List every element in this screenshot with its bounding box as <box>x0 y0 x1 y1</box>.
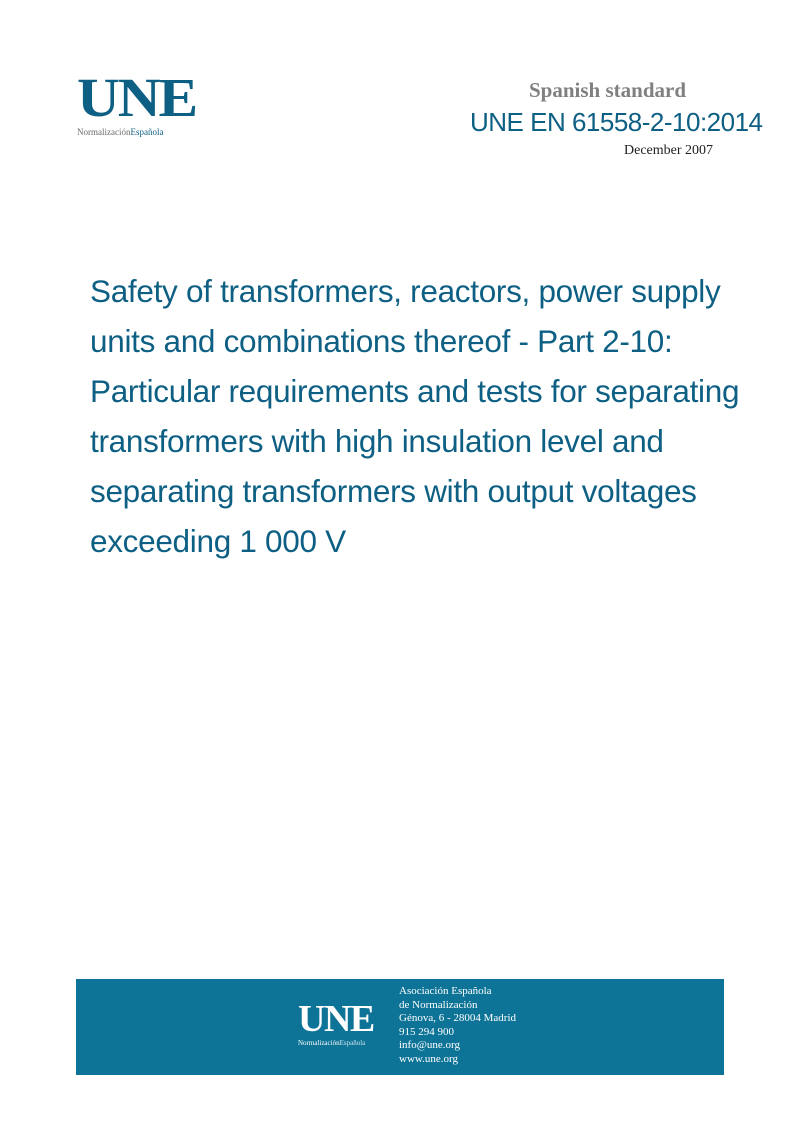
footer-address-org-line2: de Normalización <box>399 998 478 1011</box>
standard-type: Spanish standard <box>529 78 686 102</box>
une-logo-tagline-part2: Española <box>130 127 164 137</box>
footer-logo-wordmark: UNE <box>298 998 374 1040</box>
une-logo-tagline-part1: Normalización <box>77 127 131 137</box>
footer-band <box>76 979 724 1075</box>
standard-date: December 2007 <box>624 143 714 158</box>
une-logo-wordmark: UNE <box>77 67 196 128</box>
footer-une-logo <box>298 998 388 1047</box>
footer-logo-tagline-part2: Española <box>339 1039 366 1047</box>
footer-logo-tagline <box>298 1039 388 1047</box>
une-logo-tagline <box>77 127 207 137</box>
document-title: Safety of transformers, reactors, power supply units and combinations thereof - Part 2-10: Particular requirements and tests for separating transformers with high insulation level and separating transformers with output voltages exceeding 1 000 V <box>90 273 740 559</box>
footer-logo-tagline-part1: Normalización <box>298 1039 340 1047</box>
une-logo <box>77 67 207 137</box>
footer-phone: 915 294 900 <box>399 1025 454 1038</box>
footer-email[interactable]: info@une.org <box>399 1039 460 1052</box>
footer-address-org: Asociación Española <box>399 985 492 997</box>
standard-code: UNE EN 61558-2-10:2014 <box>470 107 763 137</box>
footer-address <box>399 985 516 1067</box>
footer-website[interactable]: www.une.org <box>399 1052 458 1065</box>
footer-address-street: Génova, 6 - 28004 Madrid <box>399 1012 517 1025</box>
